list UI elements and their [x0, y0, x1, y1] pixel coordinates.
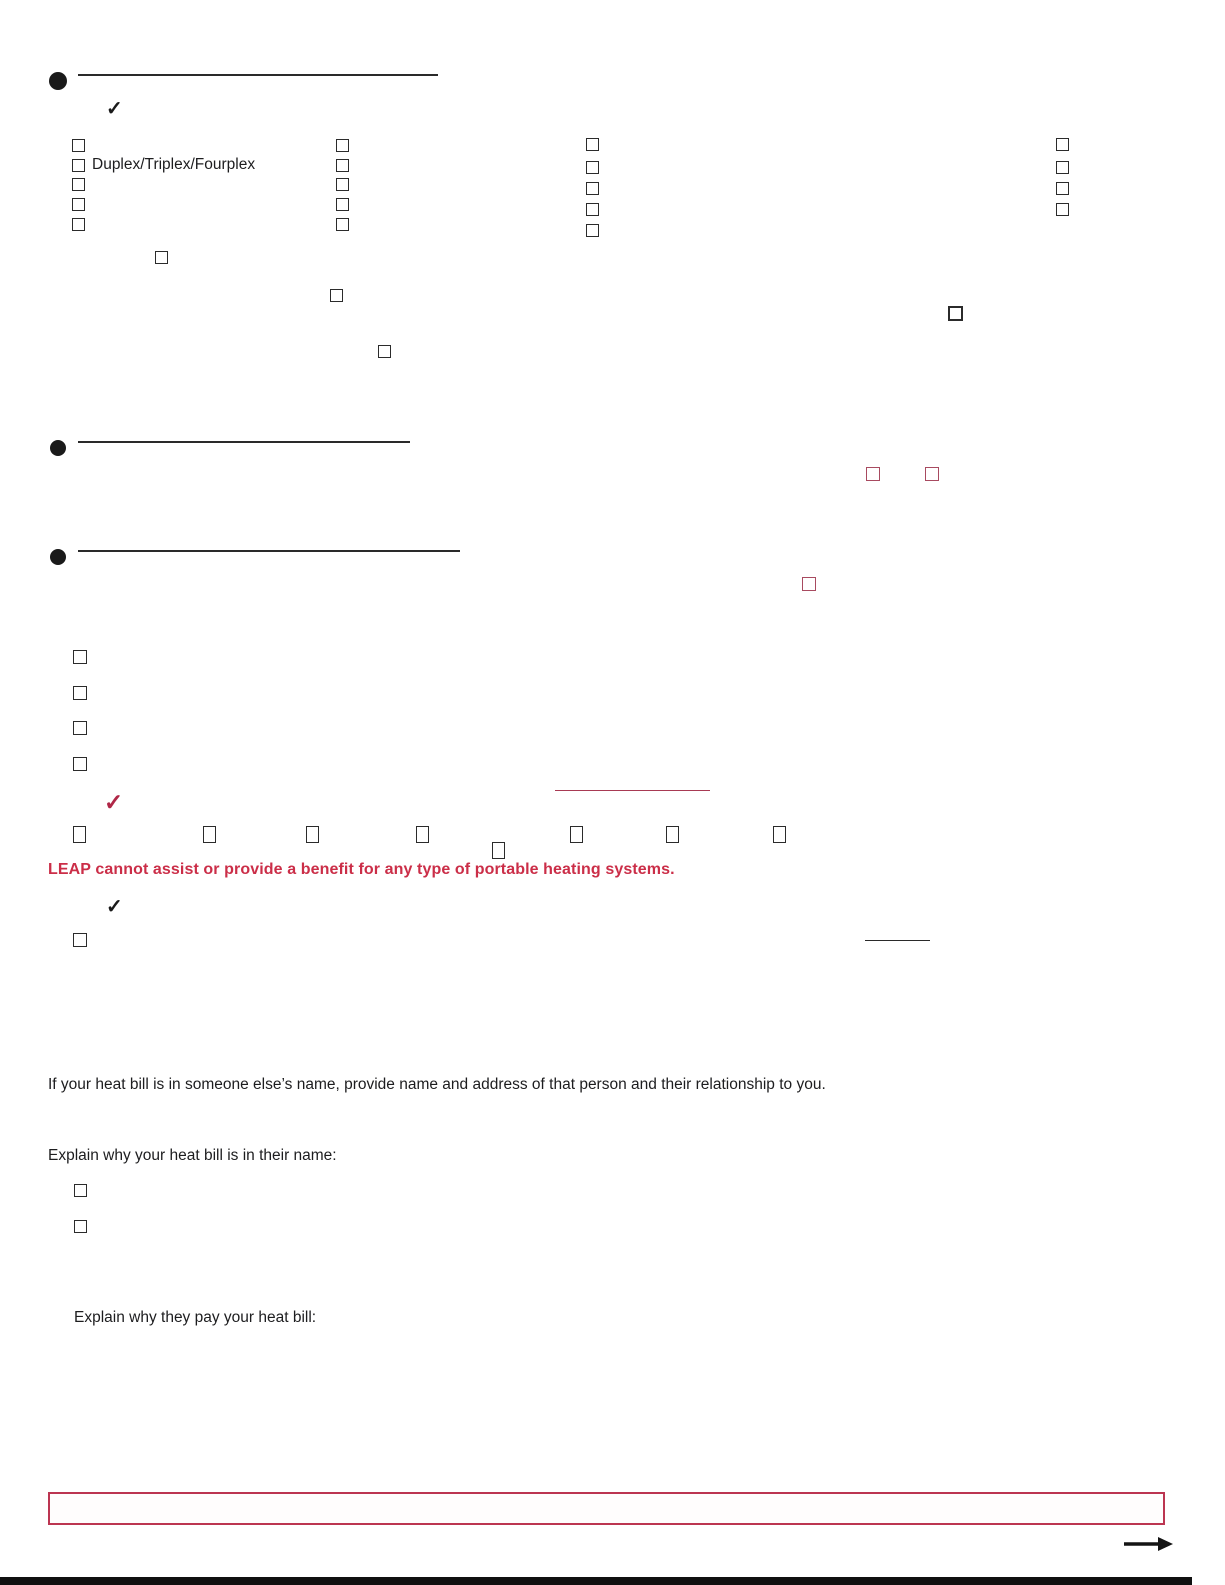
checkbox[interactable] — [586, 138, 599, 151]
checkmark-icon: ✓ — [106, 896, 123, 918]
checkbox[interactable] — [336, 139, 349, 152]
checkbox[interactable] — [948, 306, 963, 321]
bullet-icon — [50, 440, 66, 456]
checkbox[interactable] — [336, 159, 349, 172]
checkbox[interactable] — [378, 345, 391, 358]
checkbox[interactable] — [586, 161, 599, 174]
checkbox[interactable] — [773, 826, 786, 843]
checkbox[interactable] — [570, 826, 583, 843]
checkbox-red[interactable] — [802, 577, 816, 591]
checkbox[interactable] — [73, 826, 86, 843]
checkbox[interactable] — [73, 686, 87, 700]
checkbox[interactable] — [1056, 203, 1069, 216]
checkbox-red[interactable] — [925, 467, 939, 481]
checkbox[interactable] — [73, 721, 87, 735]
checkbox[interactable] — [586, 224, 599, 237]
next-page-arrow-icon — [1122, 1535, 1174, 1553]
checkbox[interactable] — [73, 757, 87, 771]
explain-they-pay-label: Explain why they pay your heat bill: — [74, 1309, 317, 1326]
checkbox[interactable] — [336, 218, 349, 231]
page-edge — [0, 1577, 1192, 1585]
checkbox[interactable] — [72, 198, 85, 211]
leap-warning-text: LEAP cannot assist or provide a benefit for any type of portable heating systems. — [48, 861, 675, 878]
checkbox[interactable] — [74, 1220, 87, 1233]
checkbox[interactable] — [336, 178, 349, 191]
section3-title-blank[interactable] — [78, 550, 460, 552]
checkbox[interactable] — [73, 650, 87, 664]
checkbox[interactable] — [72, 178, 85, 191]
bullet-icon — [50, 549, 66, 565]
checkbox[interactable] — [586, 203, 599, 216]
write-in-blank[interactable] — [865, 940, 930, 941]
checkbox[interactable] — [666, 826, 679, 843]
checkbox[interactable] — [330, 289, 343, 302]
duplex-label: Duplex/Triplex/Fourplex — [92, 156, 256, 173]
checkbox[interactable] — [306, 826, 319, 843]
red-checkmark-icon: ✓ — [104, 789, 124, 815]
explain-their-name-label: Explain why your heat bill is in their name: — [48, 1147, 337, 1164]
fuel-other-blank[interactable] — [555, 790, 710, 791]
checkbox[interactable] — [74, 1184, 87, 1197]
someone-else-instruction: If your heat bill is in someone else’s name, provide name and address of that person and their relationship to you. — [48, 1076, 826, 1093]
checkbox[interactable] — [1056, 182, 1069, 195]
checkbox[interactable] — [72, 218, 85, 231]
checkbox[interactable] — [155, 251, 168, 264]
checkbox[interactable] — [586, 182, 599, 195]
checkbox[interactable] — [416, 826, 429, 843]
bullet-icon — [49, 72, 67, 90]
section2-title-blank[interactable] — [78, 441, 410, 443]
checkbox[interactable] — [1056, 138, 1069, 151]
checkbox-red[interactable] — [866, 467, 880, 481]
checkbox[interactable] — [336, 198, 349, 211]
checkbox[interactable] — [203, 826, 216, 843]
checkbox[interactable] — [492, 842, 505, 859]
section1-title-blank[interactable] — [78, 74, 438, 76]
office-use-box — [48, 1492, 1165, 1525]
checkbox[interactable] — [72, 139, 85, 152]
checkbox[interactable] — [73, 933, 87, 947]
checkbox[interactable] — [1056, 161, 1069, 174]
checkbox-duplex-triplex-fourplex[interactable] — [72, 159, 85, 172]
checkmark-icon: ✓ — [106, 98, 123, 120]
